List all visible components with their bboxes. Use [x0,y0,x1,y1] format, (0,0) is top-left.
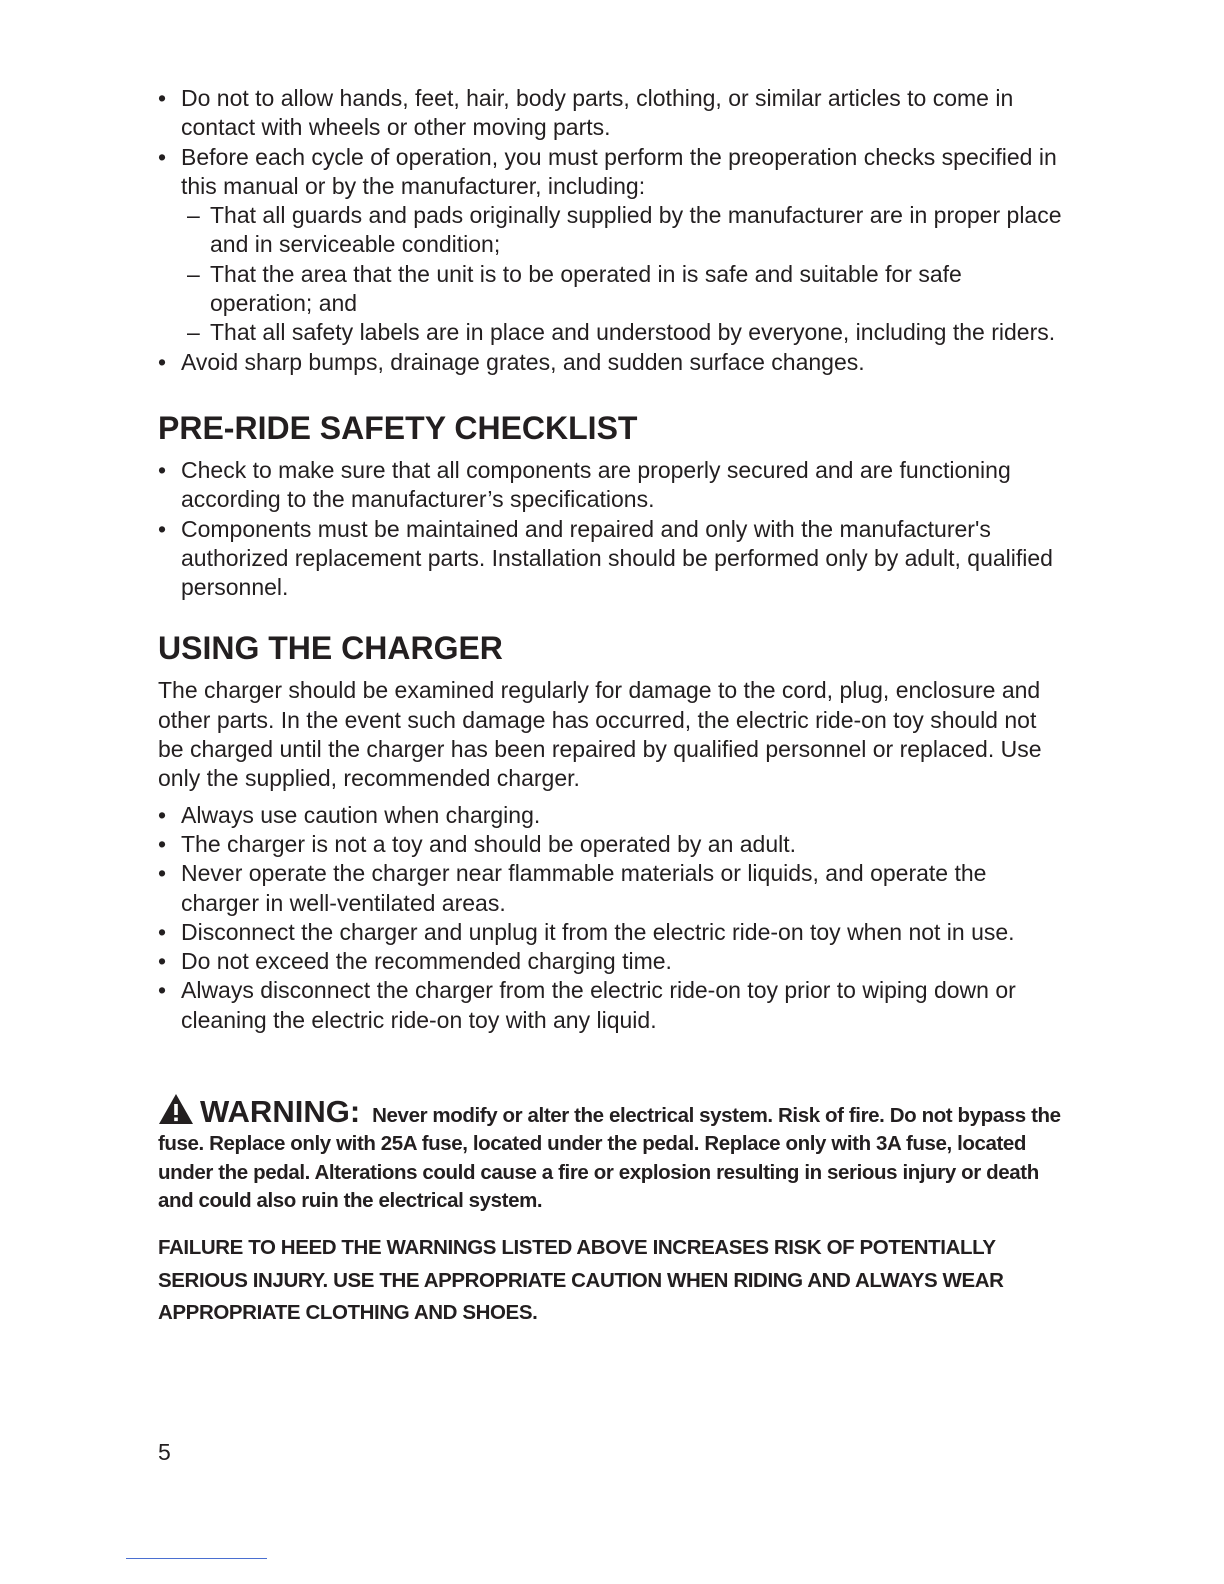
footer-rule [126,1558,267,1559]
document-page [158,84,1063,1330]
charger-paragraph: The charger should be examined regularly for damage to the cord, plug, enclosure and other parts. In the event such damage has occurred, the electric ride-on toy should not be charged until the charger has been repaired by qualified personnel or replaced. Use only the supplied, recommended charger. [158,677,1042,792]
warning-text: Never modify or alter the electrical system. Risk of fire. Do not bypass the fuse. Replace only with 25A fuse, located under the pedal. Replace only with 3A fuse, located under the pedal. Alterations could cause a fire or explosion resulting in serious injury or death and could also ruin the electrical system. [158,1104,1061,1212]
list-item: • Disconnect the charger and unplug it from the electric ride-on toy when not in use. [158,918,1063,947]
warning-label: WARNING: [200,1094,361,1130]
list-item [158,143,1063,348]
list-item: • Do not to allow hands, feet, hair, body parts, clothing, or similar articles to come in contact with wheels or other moving parts. [158,84,1063,143]
preoperation-checks-list [181,201,1063,347]
list-item: • Avoid sharp bumps, drainage grates, and sudden surface changes. [158,348,1063,377]
failure-notice: FAILURE TO HEED THE WARNINGS LISTED ABOVE INCREASES RISK OF POTENTIALLY SERIOUS INJURY. USE THE APPROPRIATE CAUTION WHEN RIDING AND ALWAYS WEAR APPROPRIATE CLOTHING AND SHOES. [158,1236,1004,1325]
sub-list-item: – That the area that the unit is to be operated in is safe and suitable for safe operation; and [187,260,1063,319]
using-charger-heading: USING THE CHARGER [158,630,503,667]
list-item: • Always disconnect the charger from the electric ride-on toy prior to wiping down or cleaning the electric ride-on toy with any liquid. [158,976,1063,1035]
page-number: 5 [158,1439,171,1465]
list-item: • Check to make sure that all components are properly secured and are functioning according to the manufacturer’s specifications. [158,456,1063,515]
list-item: • Do not exceed the recommended charging time. [158,947,1063,976]
list-item: • Never operate the charger near flammable materials or liquids, and operate the charger in well-ventilated areas. [158,859,1063,918]
list-item-text: Before each cycle of operation, you must perform the preoperation checks specified in this manual or by the manufacturer, including: [181,143,1057,199]
preride-checklist-heading: PRE-RIDE SAFETY CHECKLIST [158,409,638,446]
warning-block [158,1093,1063,1215]
list-item: • Components must be maintained and repaired and only with the manufacturer's authorized replacement parts. Installation should be performed only by adult, qualified personnel. [158,515,1063,603]
list-item: • The charger is not a toy and should be operated by an adult. [158,830,1063,859]
list-item: • Always use caution when charging. [158,801,1063,830]
warning-triangle-icon [158,1093,194,1125]
sub-list-item: – That all safety labels are in place and understood by everyone, including the riders. [187,318,1063,347]
preride-bullet-list [158,456,1063,602]
intro-bullet-list [158,84,1063,377]
sub-list-item: – That all guards and pads originally supplied by the manufacturer are in proper place and in serviceable condition; [187,201,1063,260]
charger-bullet-list [158,801,1063,1035]
